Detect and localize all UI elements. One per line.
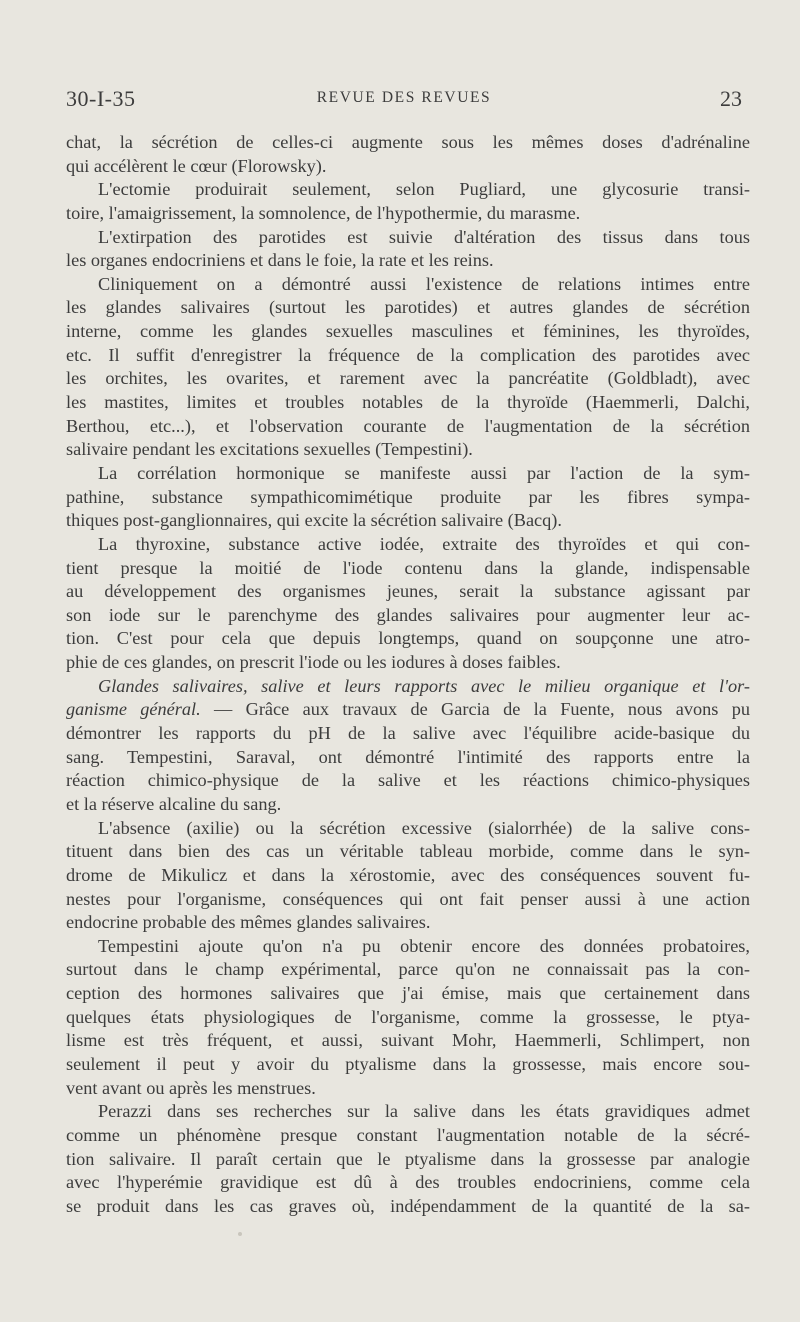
text-line: quelques états physiologiques de l'organisme, comme la grossesse, le ptya- xyxy=(66,1006,750,1027)
text-line: Perazzi dans ses recherches sur la salive dans les états gravidiques admet xyxy=(98,1101,750,1122)
text-line: Cliniquement on a démontré aussi l'existence de relations intimes entre xyxy=(98,273,750,294)
text-line: surtout dans le champ expérimental, parce qu'on ne connaissait pas la con- xyxy=(66,959,750,980)
text-line: les organes endocriniens et dans le foie, la rate et les reins. xyxy=(66,250,494,271)
text-line: Berthou, etc...), et l'observation courante de l'augmentation de la sécrétion xyxy=(66,415,750,436)
text-line: son iode sur le parenchyme des glandes salivaires pour augmenter leur ac- xyxy=(66,604,750,625)
text-line xyxy=(66,698,750,722)
text-line: La thyroxine, substance active iodée, extraite des thyroïdes et qui con- xyxy=(98,533,750,554)
paper-spot xyxy=(238,1232,242,1236)
text-line: tient presque la moitié de l'iode contenu dans la glande, indispensable xyxy=(66,557,750,578)
text-line: salivaire pendant les excitations sexuelles (Tempestini). xyxy=(66,439,473,460)
article-body xyxy=(66,131,750,1218)
text-line: sang. Tempestini, Saraval, ont démontré l'intimité des rapports entre la xyxy=(66,746,750,767)
text-line: au développement des organismes jeunes, serait la substance agissant par xyxy=(66,581,750,602)
text-line: phie de ces glandes, on prescrit l'iode ou les iodures à doses faibles. xyxy=(66,652,561,673)
text-line: tituent dans bien des cas un véritable tableau morbide, comme dans le syn- xyxy=(66,841,750,862)
section-heading-end: ganisme général. xyxy=(66,699,201,720)
text-line: interne, comme les glandes sexuelles masculines et féminines, les thyroïdes, xyxy=(66,321,750,342)
text-line: ception des hormones salivaires que j'ai émise, mais que certainement dans xyxy=(66,983,750,1004)
text-line: L'extirpation des parotides est suivie d'altération des tissus dans tous xyxy=(98,226,750,247)
section-heading-line: Glandes salivaires, salive et leurs rapports avec le milieu organique et l'or- xyxy=(98,675,750,696)
text-line: thiques post-ganglionnaires, qui excite la sécrétion salivaire (Bacq). xyxy=(66,510,562,531)
text-line: L'absence (axilie) ou la sécrétion excessive (sialorrhée) de la salive cons- xyxy=(98,817,750,838)
text-line: comme un phénomène presque constant l'augmentation notable de la sécré- xyxy=(66,1124,750,1145)
text-line: seulement il peut y avoir du ptyalisme dans la grossesse, mais encore sou- xyxy=(66,1053,750,1074)
text-line: toire, l'amaigrissement, la somnolence, de l'hypothermie, du marasme. xyxy=(66,202,581,223)
text-line: et la réserve alcaline du sang. xyxy=(66,793,282,814)
text-line: qui accélèrent le cœur (Florowsky). xyxy=(66,155,327,176)
text-line: lisme est très fréquent, et aussi, suivant Mohr, Haemmerli, Schlimpert, non xyxy=(66,1030,750,1051)
text-line: pathine, substance sympathicomimétique produite par les fibres sympa- xyxy=(66,486,750,507)
journal-title: REVUE DES REVUES xyxy=(316,89,492,106)
text-line: les mastites, limites et troubles notables de la thyroïde (Haemmerli, Dalchi, xyxy=(66,392,750,413)
text-line: chat, la sécrétion de celles-ci augmente sous les mêmes doses d'adrénaline xyxy=(66,132,750,152)
text-line: drome de Mikulicz et dans la xérostomie, avec des conséquences souvent fu- xyxy=(66,864,750,885)
issue-date: 30-I-35 xyxy=(66,86,136,111)
text-line: vent avant ou après les menstrues. xyxy=(66,1077,316,1098)
text-line: avec l'hyperémie gravidique est dû à des troubles endocriniens, comme cela xyxy=(66,1172,750,1193)
text-line: L'ectomie produirait seulement, selon Pugliard, une glycosurie transi- xyxy=(98,179,750,200)
page-number: 23 xyxy=(720,86,742,111)
text-line: se produit dans les cas graves où, indépendamment de la quantité de la sa- xyxy=(66,1195,750,1216)
text-line: réaction chimico-physique de la salive et les réactions chimico-physiques xyxy=(66,770,750,791)
text-line: les orchites, les ovarites, et rarement avec la pancréatite (Goldbladt), avec xyxy=(66,368,750,389)
text-line: endocrine probable des mêmes glandes salivaires. xyxy=(66,912,431,933)
text-line: tion. C'est pour cela que depuis longtemps, quand on soupçonne une atro- xyxy=(66,628,750,649)
text-line: La corrélation hormonique se manifeste aussi par l'action de la sym- xyxy=(98,462,750,483)
text-line: Tempestini ajoute qu'on n'a pu obtenir encore des données probatoires, xyxy=(98,935,750,956)
text-line: tion salivaire. Il paraît certain que le ptyalisme dans la grossesse par analogie xyxy=(66,1148,750,1169)
text-line: démontrer les rapports du pH de la salive avec l'équilibre acide-basique du xyxy=(66,723,750,744)
text-line: nestes pour l'organisme, conséquences qui ont fait penser aussi à une action xyxy=(66,888,750,909)
text-line: etc. Il suffit d'enregistrer la fréquence de la complication des parotides avec xyxy=(66,344,750,365)
section-text-start: — Grâce aux travaux de Garcia de la Fuente, nous avons pu xyxy=(200,699,750,720)
running-header xyxy=(66,86,742,112)
text-line: les glandes salivaires (surtout les parotides) et autres glandes de sécrétion xyxy=(66,297,750,318)
